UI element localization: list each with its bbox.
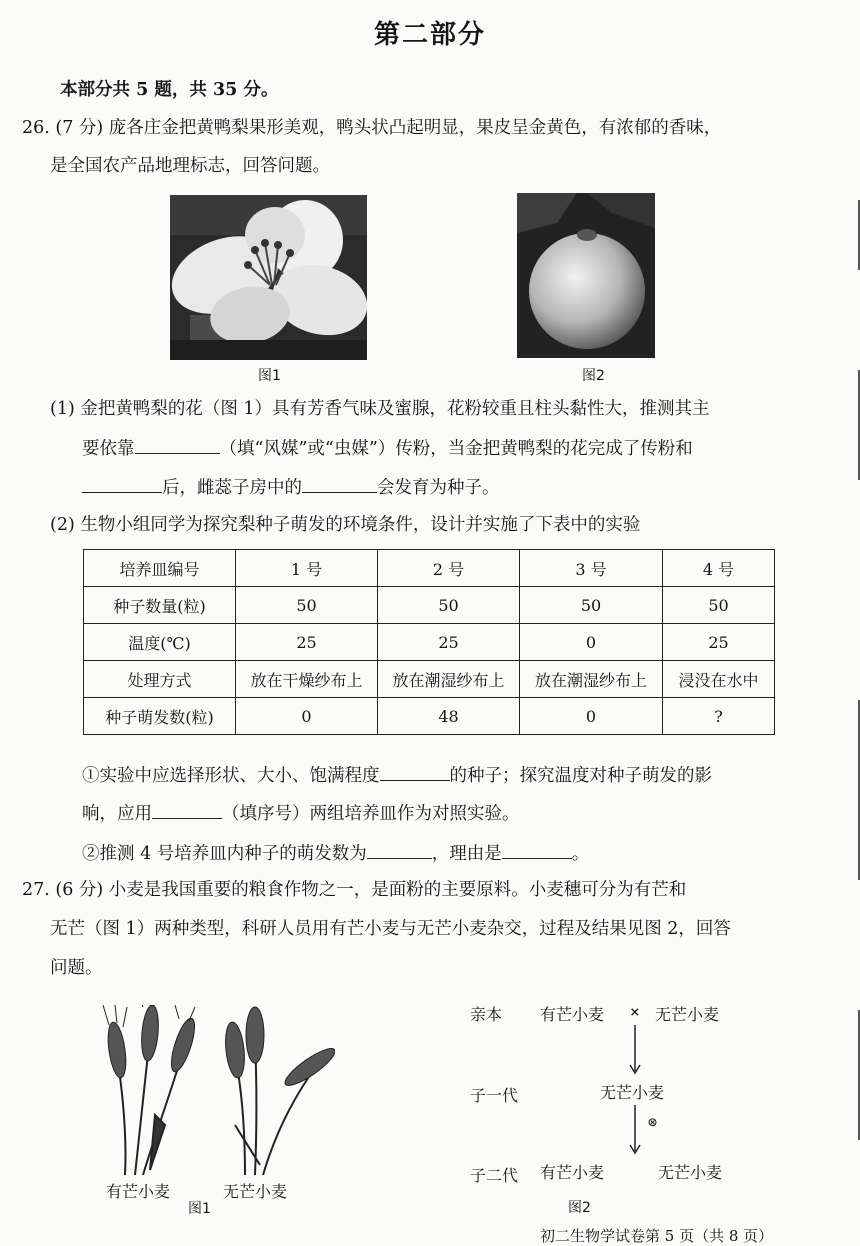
q26-sub1-line1 xyxy=(82,764,712,786)
table-cell: 50 xyxy=(520,587,663,624)
pear-flower-photo xyxy=(170,195,367,360)
arrow-down-icon xyxy=(625,1105,645,1155)
q26-part2-line1: (2) 生物小组同学为探究梨种子萌发的环境条件，设计并实施了下表中的实验 xyxy=(50,515,641,535)
answer-blank-pollination[interactable] xyxy=(135,437,220,454)
q27-stem-line3: 问题。 xyxy=(50,958,103,978)
cross-parent-right: 无芒小麦 xyxy=(655,1005,720,1024)
q26-part1-line3-b: 后，雌蕊子房中的 xyxy=(162,478,302,498)
table-cell: 48 xyxy=(378,698,520,735)
q26-part1-line2 xyxy=(82,437,693,459)
q26-stem-line1: 26. (7 分) 庞各庄金把黄鸭梨果形美观，鸭头状凸起明显，果皮呈金黄色，有浓郁的香味， xyxy=(22,118,722,138)
cross-f2-left: 有芒小麦 xyxy=(540,1163,605,1182)
wheat-label-awnless: 无芒小麦 xyxy=(223,1182,288,1201)
q26-sub1-line2-a: 响，应用 xyxy=(82,804,152,824)
answer-blank-fertilization[interactable] xyxy=(82,476,162,493)
table-cell: 25 xyxy=(236,624,378,661)
q26-part1-line3 xyxy=(82,476,500,498)
pear-fruit-photo xyxy=(517,193,655,358)
table-cell: 0 xyxy=(236,698,378,735)
table-cell: 50 xyxy=(236,587,378,624)
q26-sub2-b: ，理由是 xyxy=(431,844,502,864)
table-cell: 放在干燥纱布上 xyxy=(236,661,378,698)
table-cell: 温度(℃) xyxy=(84,624,236,661)
table-header-cell: 培养皿编号 xyxy=(84,550,236,587)
q26-sub1-line1-a: ①实验中应选择形状、大小、饱满程度 xyxy=(82,766,380,786)
cross-f2-right: 无芒小麦 xyxy=(658,1163,723,1182)
binding-line xyxy=(854,1010,860,1140)
table-row xyxy=(84,624,775,661)
self-pollination-icon: ⊗ xyxy=(648,1113,658,1131)
table-cell: 25 xyxy=(663,624,775,661)
table-row xyxy=(84,587,775,624)
table-header-cell: 3 号 xyxy=(520,550,663,587)
cross-f2-label: 子二代 xyxy=(470,1166,519,1185)
q26-sub1-line1-b: 的种子；探究温度对种子萌发的影 xyxy=(449,766,712,786)
page-title: 第二部分 xyxy=(373,20,486,50)
q26-part1-line2-a: 要依靠 xyxy=(82,439,135,459)
section-intro: 本部分共 5 题，共 35 分。 xyxy=(60,80,279,100)
table-row xyxy=(84,698,775,735)
table-header-cell: 4 号 xyxy=(663,550,775,587)
table-cell: 种子数量(粒) xyxy=(84,587,236,624)
cross-parent-label: 亲本 xyxy=(470,1005,503,1024)
q26-sub2-a: ②推测 4 号培养皿内种子的萌发数为 xyxy=(82,844,367,864)
table-cell: 50 xyxy=(378,587,520,624)
cross-symbol: × xyxy=(630,1002,640,1021)
q27-fig2-caption: 图2 xyxy=(568,1200,591,1216)
q27-fig1-caption: 图1 xyxy=(188,1201,211,1217)
table-cell: 放在潮湿纱布上 xyxy=(378,661,520,698)
answer-blank-ovule[interactable] xyxy=(302,476,377,493)
cross-parent-left: 有芒小麦 xyxy=(540,1005,605,1024)
experiment-table xyxy=(83,549,775,735)
table-cell: 浸没在水中 xyxy=(663,661,775,698)
q26-part1-line3-c: 会发育为种子。 xyxy=(377,478,500,498)
q26-part1-line2-b: （填“风媒”或“虫媒”）传粉，当金把黄鸭梨的花完成了传粉和 xyxy=(219,439,693,459)
table-cell: 25 xyxy=(378,624,520,661)
wheat-label-awned: 有芒小麦 xyxy=(106,1182,171,1201)
table-cell: 种子萌发数(粒) xyxy=(84,698,236,735)
table-row xyxy=(84,550,775,587)
q27-stem-line2: 无芒（图 1）两种类型，科研人员用有芒小麦与无芒小麦杂交，过程及结果见图 2，回答 xyxy=(50,919,731,939)
cross-f1-value: 无芒小麦 xyxy=(600,1083,665,1102)
q27-stem-line1: 27. (6 分) 小麦是我国重要的粮食作物之一，是面粉的主要原料。小麦穗可分为有芒和 xyxy=(22,880,687,900)
q26-stem-line2: 是全国农产品地理标志，回答问题。 xyxy=(50,156,330,176)
table-header-cell: 1 号 xyxy=(236,550,378,587)
table-cell: 50 xyxy=(663,587,775,624)
arrow-down-icon xyxy=(625,1025,645,1075)
answer-blank-seed-condition[interactable] xyxy=(380,764,450,781)
table-cell: 处理方式 xyxy=(84,661,236,698)
answer-blank-reason[interactable] xyxy=(502,842,572,859)
table-cell: 放在潮湿纱布上 xyxy=(520,661,663,698)
table-cell: 0 xyxy=(520,698,663,735)
answer-blank-germination-count[interactable] xyxy=(367,842,432,859)
q26-sub1-line2 xyxy=(82,802,520,824)
cross-f1-label: 子一代 xyxy=(470,1086,519,1105)
q26-sub2-c: 。 xyxy=(571,844,590,864)
answer-blank-dish-numbers[interactable] xyxy=(152,802,222,819)
wheat-illustration xyxy=(95,1005,335,1175)
q26-fig2-caption: 图2 xyxy=(582,368,605,384)
table-cell: 0 xyxy=(520,624,663,661)
q26-part1-line1: (1) 金把黄鸭梨的花（图 1）具有芳香气味及蜜腺，花粉较重且柱头黏性大，推测其主 xyxy=(50,399,710,419)
q26-sub2 xyxy=(82,842,589,864)
binding-line xyxy=(854,370,860,480)
q26-fig1-caption: 图1 xyxy=(258,368,281,384)
table-header-cell: 2 号 xyxy=(378,550,520,587)
page-footer: 初二生物学试卷第 5 页（共 8 页） xyxy=(540,1227,774,1245)
binding-line xyxy=(854,700,860,880)
table-row xyxy=(84,661,775,698)
binding-line xyxy=(854,200,860,270)
q26-sub1-line2-b: （填序号）两组培养皿作为对照实验。 xyxy=(222,804,520,824)
table-cell: ? xyxy=(663,698,775,735)
